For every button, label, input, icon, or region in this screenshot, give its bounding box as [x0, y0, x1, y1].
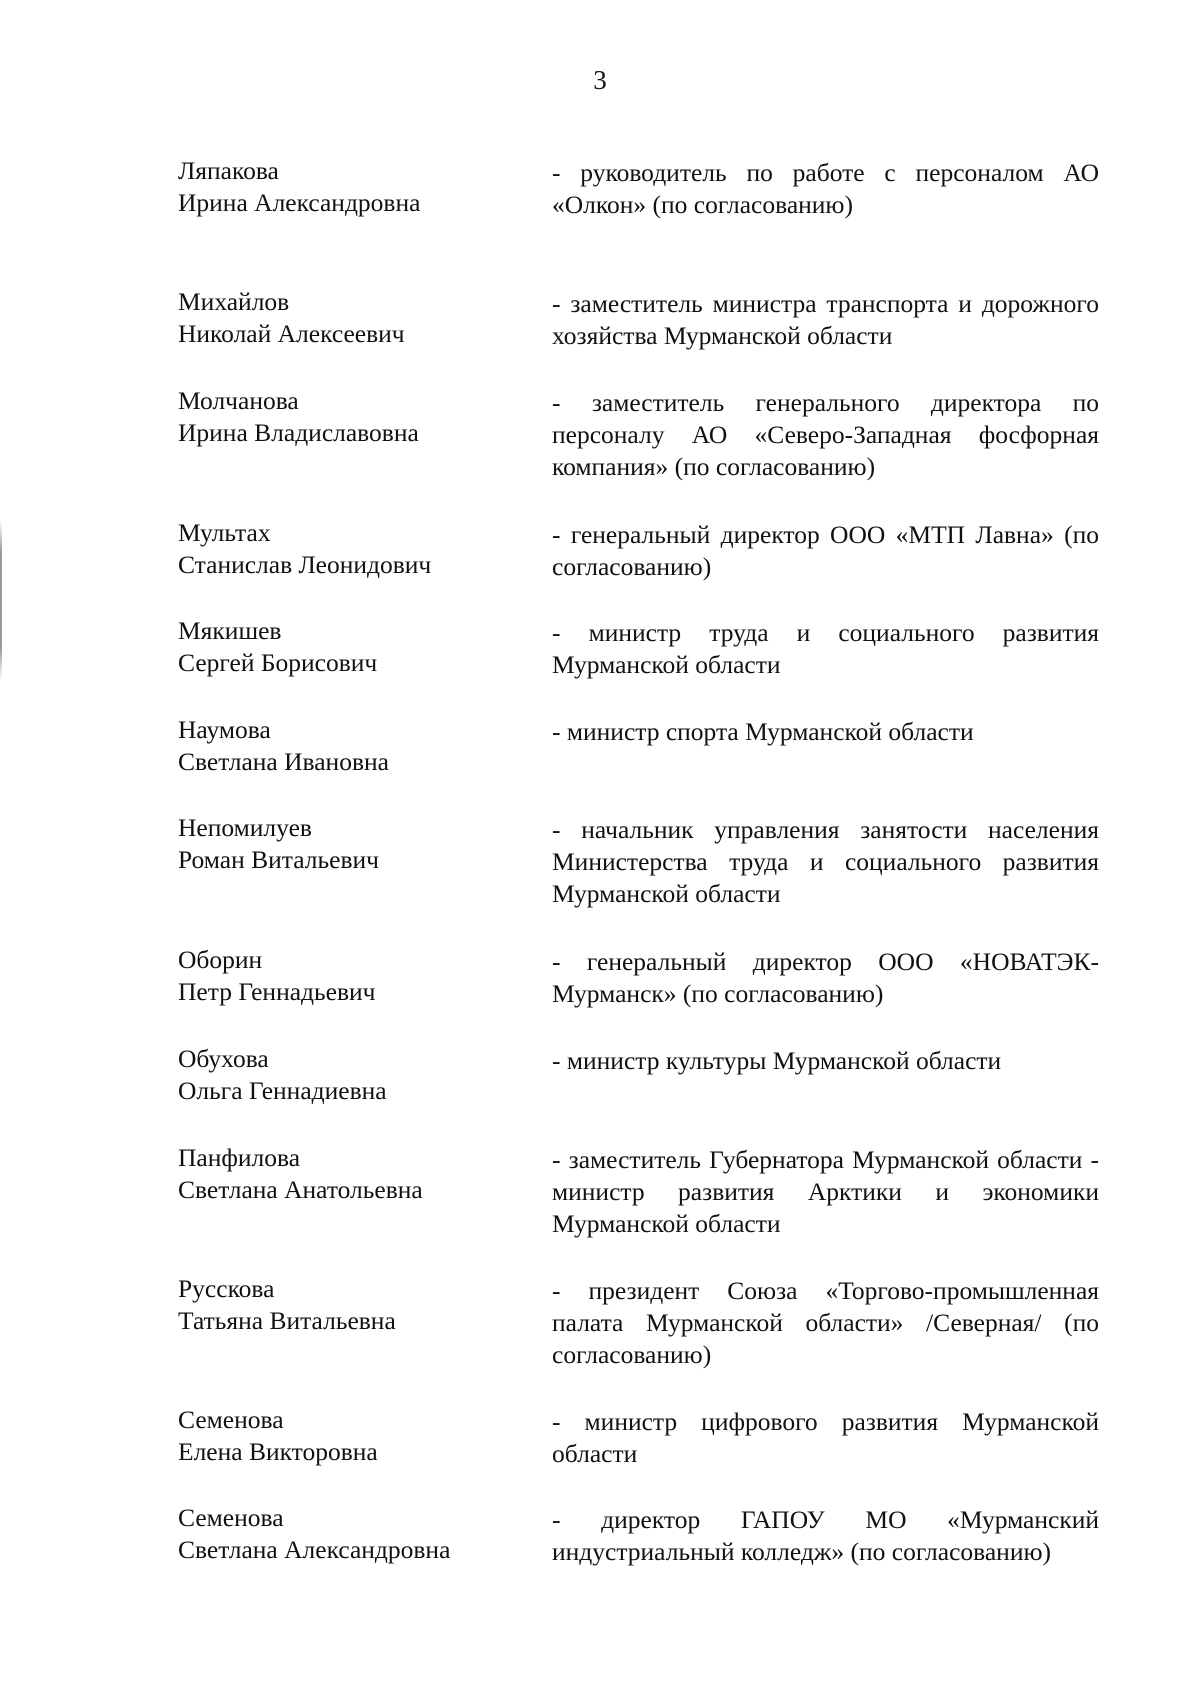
member-given-names: Петр Геннадьевич: [178, 977, 376, 1006]
member-given-names: Роман Витальевич: [178, 845, 379, 874]
member-name: [178, 517, 518, 581]
member-role: - генеральный директор ООО «МТП Лавна» (по согласованию): [552, 520, 1099, 581]
member-role: - генеральный директор ООО «НОВАТЭК-Мурманск» (по согласованию): [552, 947, 1099, 1008]
member-surname: Русскова: [178, 1274, 275, 1303]
member-name: [178, 155, 518, 219]
member-given-names: Елена Викторовна: [178, 1437, 378, 1466]
member-surname: Мультах: [178, 518, 271, 547]
member-name: [178, 286, 518, 350]
member-surname: Семенова: [178, 1503, 284, 1532]
member-surname: Непомилуев: [178, 813, 312, 842]
member-role: - министр труда и социального развития Мурманской области: [552, 618, 1099, 679]
page-number: 3: [593, 65, 607, 95]
member-surname: Мякишев: [178, 616, 282, 645]
member-surname: Наумова: [178, 715, 271, 744]
member-given-names: Ирина Владиславовна: [178, 418, 419, 447]
member-name: [178, 1404, 518, 1468]
member-name: [178, 944, 518, 1008]
member-given-names: Татьяна Витальевна: [178, 1306, 396, 1335]
member-given-names: Сергей Борисович: [178, 648, 378, 677]
member-name: [178, 1142, 518, 1206]
member-name: [178, 1273, 518, 1337]
member-name: [178, 1502, 518, 1566]
member-role: - руководитель по работе с персоналом АО «Олкон» (по согласованию): [552, 158, 1099, 219]
member-given-names: Светлана Ивановна: [178, 747, 389, 776]
member-given-names: Станислав Леонидович: [178, 550, 432, 579]
member-surname: Оборин: [178, 945, 263, 974]
member-role: - президент Союза «Торгово-промышленная палата Мурманской области» /Северная/ (по согласованию): [552, 1276, 1099, 1369]
member-role: - начальник управления занятости населения Министерства труда и социального развития Мурманской области: [552, 815, 1099, 908]
member-surname: Ляпакова: [178, 156, 279, 185]
member-surname: Обухова: [178, 1044, 269, 1073]
member-surname: Семенова: [178, 1405, 284, 1434]
member-role: - министр спорта Мурманской области: [552, 717, 974, 746]
member-name: [178, 385, 518, 449]
member-role: - заместитель Губернатора Мурманской области - министр развития Арктики и экономики Мурманской области: [552, 1145, 1099, 1238]
member-surname: Михайлов: [178, 287, 290, 316]
member-name: [178, 615, 518, 679]
member-name: [178, 812, 518, 876]
member-name: [178, 1043, 518, 1107]
scan-edge-mark: [0, 520, 2, 680]
member-given-names: Ольга Геннадиевна: [178, 1076, 387, 1105]
member-role: - заместитель генерального директора по персоналу АО «Северо-Западная фосфорная компания» (по согласованию): [552, 388, 1099, 481]
member-surname: Молчанова: [178, 386, 299, 415]
member-role: - министр культуры Мурманской области: [552, 1046, 1002, 1075]
member-surname: Панфилова: [178, 1143, 301, 1172]
member-given-names: Светлана Анатольевна: [178, 1175, 423, 1204]
member-role: - директор ГАПОУ МО «Мурманский индустриальный колледж» (по согласованию): [552, 1505, 1099, 1566]
member-given-names: Николай Алексеевич: [178, 319, 405, 348]
member-name: [178, 714, 518, 778]
member-given-names: Ирина Александровна: [178, 188, 421, 217]
member-role: - министр цифрового развития Мурманской области: [552, 1407, 1099, 1468]
member-given-names: Светлана Александровна: [178, 1535, 451, 1564]
member-role: - заместитель министра транспорта и дорожного хозяйства Мурманской области: [552, 289, 1099, 350]
